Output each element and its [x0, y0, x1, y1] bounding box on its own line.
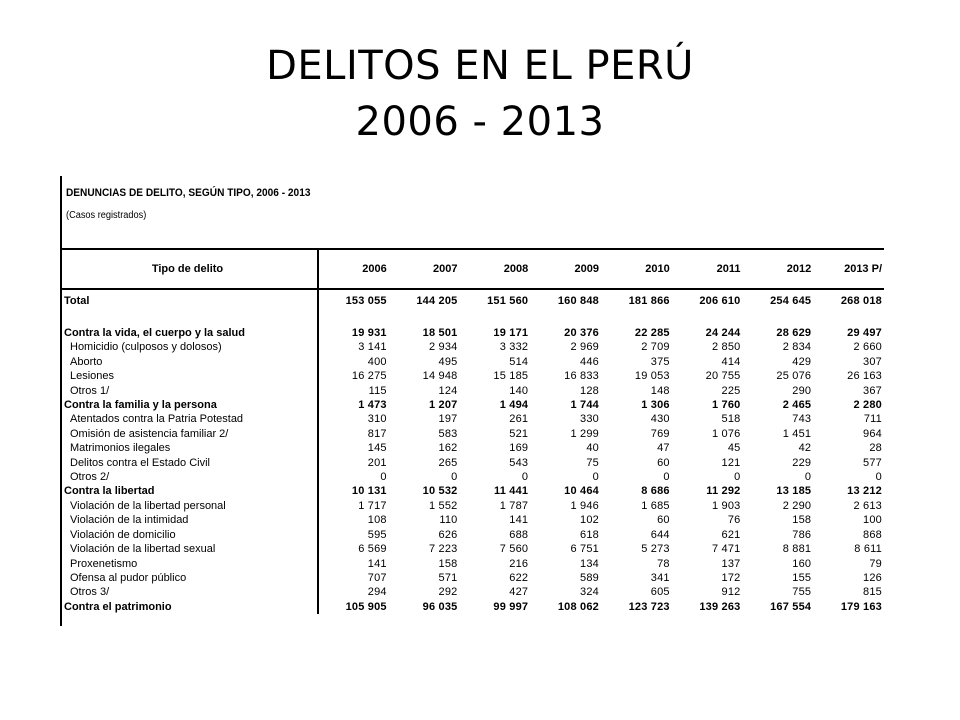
- cell-value: 964: [863, 427, 882, 440]
- cell-value: 8 611: [854, 543, 882, 556]
- row-label: Matrimonios ilegales: [60, 441, 318, 455]
- cell-value: 583: [438, 427, 458, 440]
- cell-value: 307: [863, 355, 882, 368]
- cell-value: 2 290: [782, 499, 812, 512]
- row-label: Otros 1/: [60, 384, 318, 398]
- cell-value: 126: [863, 571, 882, 584]
- cell-value: 5 273: [641, 543, 670, 556]
- cell-value: 10 464: [564, 485, 599, 498]
- cell-value: 108 062: [557, 600, 599, 613]
- cell-value: 145: [367, 442, 387, 455]
- cell-value: 414: [721, 355, 741, 368]
- cell-value: 7 471: [711, 543, 741, 556]
- cell-value: 1 685: [641, 499, 670, 512]
- cell-value: 6 751: [570, 543, 599, 556]
- cell-value: 2 969: [570, 341, 599, 354]
- cell-value: 622: [509, 571, 529, 584]
- cell-value: 577: [863, 456, 882, 469]
- cell-value: 518: [721, 413, 741, 426]
- cell-value: 688: [509, 528, 529, 541]
- cell-value: 42: [798, 442, 812, 455]
- subcategory-row: [60, 499, 884, 513]
- cell-value: 11 292: [706, 485, 741, 498]
- cell-value: 20 755: [705, 370, 741, 383]
- cell-value: 29 497: [847, 327, 882, 339]
- cell-value: 8 686: [641, 485, 670, 498]
- cell-value: 2 934: [428, 341, 458, 354]
- subcategory-row: [60, 585, 884, 599]
- cell-value: 24 244: [705, 327, 741, 339]
- slide-title-line-2: 2006 - 2013: [355, 99, 605, 145]
- cell-value: 265: [438, 456, 458, 469]
- cell-value: 1 451: [782, 427, 812, 440]
- cell-value: 0: [451, 471, 458, 484]
- cell-value: 543: [509, 456, 529, 469]
- cell-value: 743: [792, 413, 812, 426]
- cell-value: 110: [439, 514, 458, 527]
- row-label: Otros 2/: [60, 470, 318, 484]
- cell-value: 141: [367, 557, 387, 570]
- spacer-cell: [60, 312, 318, 326]
- cell-value: 172: [721, 571, 741, 584]
- row-label: Total: [60, 289, 318, 312]
- cell-value: 19 931: [351, 327, 387, 339]
- cell-value: 158: [792, 514, 812, 527]
- cell-value: 605: [650, 586, 670, 599]
- spacer-cell: [672, 312, 743, 326]
- header-year: 2012: [743, 249, 814, 289]
- cell-value: 755: [792, 586, 812, 599]
- cell-value: 102: [580, 514, 599, 527]
- table-body: [60, 289, 884, 614]
- subcategory-row: [60, 528, 884, 542]
- cell-value: 181 866: [628, 295, 670, 307]
- subcategory-row: [60, 369, 884, 383]
- cell-value: 1 076: [711, 427, 741, 440]
- subcategory-row: [60, 513, 884, 527]
- row-label: Proxenetismo: [60, 557, 318, 571]
- spacer-cell: [530, 312, 601, 326]
- cell-value: 10 532: [422, 485, 458, 498]
- cell-value: 216: [509, 557, 529, 570]
- cell-value: 60: [657, 456, 670, 469]
- subcategory-row: [60, 427, 884, 441]
- cell-value: 14 948: [422, 370, 458, 383]
- cell-value: 16 833: [564, 370, 599, 383]
- row-label: Otros 3/: [60, 585, 318, 599]
- header-year: 2007: [389, 249, 460, 289]
- cell-value: 2 660: [853, 341, 882, 354]
- cell-value: 115: [368, 384, 387, 397]
- cell-value: 13 212: [847, 485, 882, 498]
- cell-value: 261: [509, 413, 529, 426]
- cell-value: 254 645: [770, 295, 812, 307]
- row-label: Violación de la libertad personal: [60, 499, 318, 513]
- cell-value: 2 613: [853, 499, 882, 512]
- cell-value: 0: [592, 471, 599, 484]
- spacer-cell: [460, 312, 531, 326]
- table-header-row: [60, 249, 884, 289]
- cell-value: 427: [509, 586, 529, 599]
- cell-value: 514: [509, 355, 529, 368]
- cell-value: 151 560: [487, 295, 529, 307]
- row-label: Atentados contra la Patria Potestad: [60, 412, 318, 426]
- cell-value: 292: [438, 586, 458, 599]
- cell-value: 786: [792, 528, 812, 541]
- row-label: Contra el patrimonio: [60, 600, 318, 614]
- cell-value: 201: [367, 456, 387, 469]
- cell-value: 0: [380, 471, 387, 484]
- cell-value: 123 723: [628, 600, 670, 613]
- cell-value: 179 163: [840, 600, 882, 613]
- cell-value: 912: [721, 586, 741, 599]
- cell-value: 105 905: [345, 600, 387, 613]
- cell-value: 571: [438, 571, 458, 584]
- cell-value: 2 465: [782, 399, 812, 412]
- cell-value: 868: [863, 528, 882, 541]
- cell-value: 2 850: [711, 341, 741, 354]
- cell-value: 13 185: [776, 485, 812, 498]
- cell-value: 28 629: [776, 327, 812, 339]
- cell-value: 206 610: [699, 295, 741, 307]
- row-label: Omisión de asistencia familiar 2/: [60, 427, 318, 441]
- cell-value: 11 441: [494, 485, 529, 498]
- category-row: [60, 484, 884, 498]
- cell-value: 124: [438, 384, 458, 397]
- cell-value: 375: [650, 355, 670, 368]
- cell-value: 1 306: [641, 399, 670, 412]
- cell-value: 160: [792, 557, 812, 570]
- cell-value: 268 018: [840, 295, 882, 307]
- cell-value: 144 205: [416, 295, 458, 307]
- subcategory-row: [60, 412, 884, 426]
- cell-value: 7 223: [428, 543, 458, 556]
- spacer-row: [60, 312, 884, 326]
- subcategory-row: [60, 542, 884, 556]
- row-label: Violación de la intimidad: [60, 513, 318, 527]
- cell-value: 3 332: [499, 341, 529, 354]
- cell-value: 595: [367, 528, 387, 541]
- cell-value: 26 163: [847, 370, 882, 383]
- cell-value: 0: [804, 471, 812, 484]
- cell-value: 45: [727, 442, 741, 455]
- crime-reports-table: [60, 248, 884, 614]
- row-label: Homicidio (culposos y dolosos): [60, 340, 318, 354]
- cell-value: 324: [580, 586, 599, 599]
- cell-value: 160 848: [557, 295, 599, 307]
- subcategory-row: [60, 571, 884, 585]
- cell-value: 19 171: [493, 327, 529, 339]
- row-label: Lesiones: [60, 369, 318, 383]
- spacer-cell: [813, 312, 884, 326]
- cell-value: 769: [650, 427, 670, 440]
- subcategory-row: [60, 557, 884, 571]
- category-row: [60, 398, 884, 412]
- cell-value: 75: [586, 456, 599, 469]
- cell-value: 521: [509, 427, 529, 440]
- cell-value: 96 035: [422, 600, 458, 613]
- cell-value: 18 501: [422, 327, 458, 339]
- cell-value: 7 560: [499, 543, 529, 556]
- cell-value: 290: [792, 384, 812, 397]
- cell-value: 618: [580, 528, 599, 541]
- cell-value: 40: [586, 442, 599, 455]
- cell-value: 100: [863, 514, 882, 527]
- cell-value: 167 554: [770, 600, 812, 613]
- cell-value: 128: [580, 384, 599, 397]
- cell-value: 28: [869, 442, 882, 455]
- cell-value: 0: [521, 471, 529, 484]
- row-label: Contra la libertad: [60, 484, 318, 498]
- spacer-cell: [318, 312, 389, 326]
- cell-value: 429: [792, 355, 812, 368]
- cell-value: 0: [875, 471, 882, 484]
- subcategory-row: [60, 355, 884, 369]
- cell-value: 169: [509, 442, 529, 455]
- header-year: 2006: [318, 249, 389, 289]
- cell-value: 47: [657, 442, 670, 455]
- category-row: [60, 600, 884, 614]
- cell-value: 121: [721, 456, 741, 469]
- cell-value: 1 717: [358, 499, 387, 512]
- total-row: [60, 289, 884, 312]
- cell-value: 137: [721, 557, 741, 570]
- cell-value: 817: [367, 427, 387, 440]
- cell-value: 78: [657, 557, 670, 570]
- cell-value: 2 709: [641, 341, 670, 354]
- cell-value: 140: [509, 384, 529, 397]
- row-label: Contra la vida, el cuerpo y la salud: [60, 326, 318, 340]
- cell-value: 1 946: [570, 499, 599, 512]
- table-heading: DENUNCIAS DE DELITO, SEGÚN TIPO, 2006 - 2013: [66, 187, 311, 199]
- cell-value: 153 055: [345, 295, 387, 307]
- cell-value: 20 376: [564, 327, 599, 339]
- row-label: Aborto: [60, 355, 318, 369]
- spacer-cell: [389, 312, 460, 326]
- cell-value: 10 131: [351, 485, 387, 498]
- subcategory-row: [60, 456, 884, 470]
- cell-value: 158: [438, 557, 458, 570]
- cell-value: 0: [734, 471, 741, 484]
- cell-value: 16 275: [351, 370, 387, 383]
- header-year: 2011: [672, 249, 743, 289]
- cell-value: 589: [580, 571, 599, 584]
- cell-value: 79: [869, 557, 882, 570]
- spacer-cell: [743, 312, 814, 326]
- crime-table-document: [60, 174, 884, 626]
- cell-value: 19 053: [634, 370, 670, 383]
- cell-value: 1 494: [499, 399, 529, 412]
- cell-value: 1 903: [711, 499, 741, 512]
- cell-value: 400: [367, 355, 387, 368]
- cell-value: 707: [367, 571, 387, 584]
- header-year: 2008: [460, 249, 531, 289]
- row-label: Delitos contra el Estado Civil: [60, 456, 318, 470]
- cell-value: 1 473: [358, 399, 387, 412]
- cell-value: 139 263: [699, 600, 741, 613]
- cell-value: 229: [792, 456, 812, 469]
- header-year: 2009: [530, 249, 601, 289]
- cell-value: 815: [863, 586, 882, 599]
- header-year: 2010: [601, 249, 672, 289]
- cell-value: 155: [792, 571, 812, 584]
- cell-value: 197: [438, 413, 458, 426]
- row-label: Violación de domicilio: [60, 528, 318, 542]
- cell-value: 15 185: [493, 370, 529, 383]
- cell-value: 330: [580, 413, 599, 426]
- cell-value: 644: [650, 528, 670, 541]
- header-year: 2013 P/: [813, 249, 884, 289]
- cell-value: 134: [580, 557, 599, 570]
- subcategory-row: [60, 470, 884, 484]
- cell-value: 626: [438, 528, 458, 541]
- category-row: [60, 326, 884, 340]
- slide-title: [0, 38, 960, 150]
- cell-value: 446: [580, 355, 599, 368]
- cell-value: 495: [438, 355, 458, 368]
- row-label: Ofensa al pudor público: [60, 571, 318, 585]
- cell-value: 1 760: [711, 399, 741, 412]
- cell-value: 0: [663, 471, 670, 484]
- cell-value: 1 207: [428, 399, 458, 412]
- subcategory-row: [60, 384, 884, 398]
- cell-value: 76: [727, 514, 741, 527]
- header-crime-type: Tipo de delito: [60, 249, 318, 289]
- cell-value: 108: [367, 514, 387, 527]
- row-label: Contra la familia y la persona: [60, 398, 318, 412]
- subcategory-row: [60, 340, 884, 354]
- cell-value: 1 552: [428, 499, 458, 512]
- row-label: Violación de la libertad sexual: [60, 542, 318, 556]
- cell-value: 341: [650, 571, 670, 584]
- cell-value: 8 881: [782, 543, 812, 556]
- slide-title-line-1: DELITOS EN EL PERÚ: [266, 43, 694, 89]
- cell-value: 141: [509, 514, 529, 527]
- cell-value: 60: [657, 514, 670, 527]
- spacer-cell: [601, 312, 672, 326]
- cell-value: 711: [863, 413, 882, 426]
- table-header: [60, 249, 884, 289]
- subcategory-row: [60, 441, 884, 455]
- cell-value: 225: [721, 384, 741, 397]
- cell-value: 22 285: [634, 327, 670, 339]
- cell-value: 1 744: [570, 399, 599, 412]
- cell-value: 6 569: [358, 543, 387, 556]
- cell-value: 2 280: [853, 399, 882, 412]
- cell-value: 3 141: [358, 341, 387, 354]
- cell-value: 1 787: [499, 499, 529, 512]
- cell-value: 621: [721, 528, 741, 541]
- table-subheading: (Casos registrados): [66, 210, 147, 221]
- cell-value: 25 076: [776, 370, 812, 383]
- cell-value: 99 997: [493, 600, 529, 613]
- cell-value: 1 299: [570, 427, 599, 440]
- cell-value: 148: [650, 384, 670, 397]
- cell-value: 310: [367, 413, 387, 426]
- cell-value: 2 834: [782, 341, 812, 354]
- cell-value: 162: [438, 442, 458, 455]
- cell-value: 430: [650, 413, 670, 426]
- cell-value: 367: [863, 384, 882, 397]
- cell-value: 294: [367, 586, 387, 599]
